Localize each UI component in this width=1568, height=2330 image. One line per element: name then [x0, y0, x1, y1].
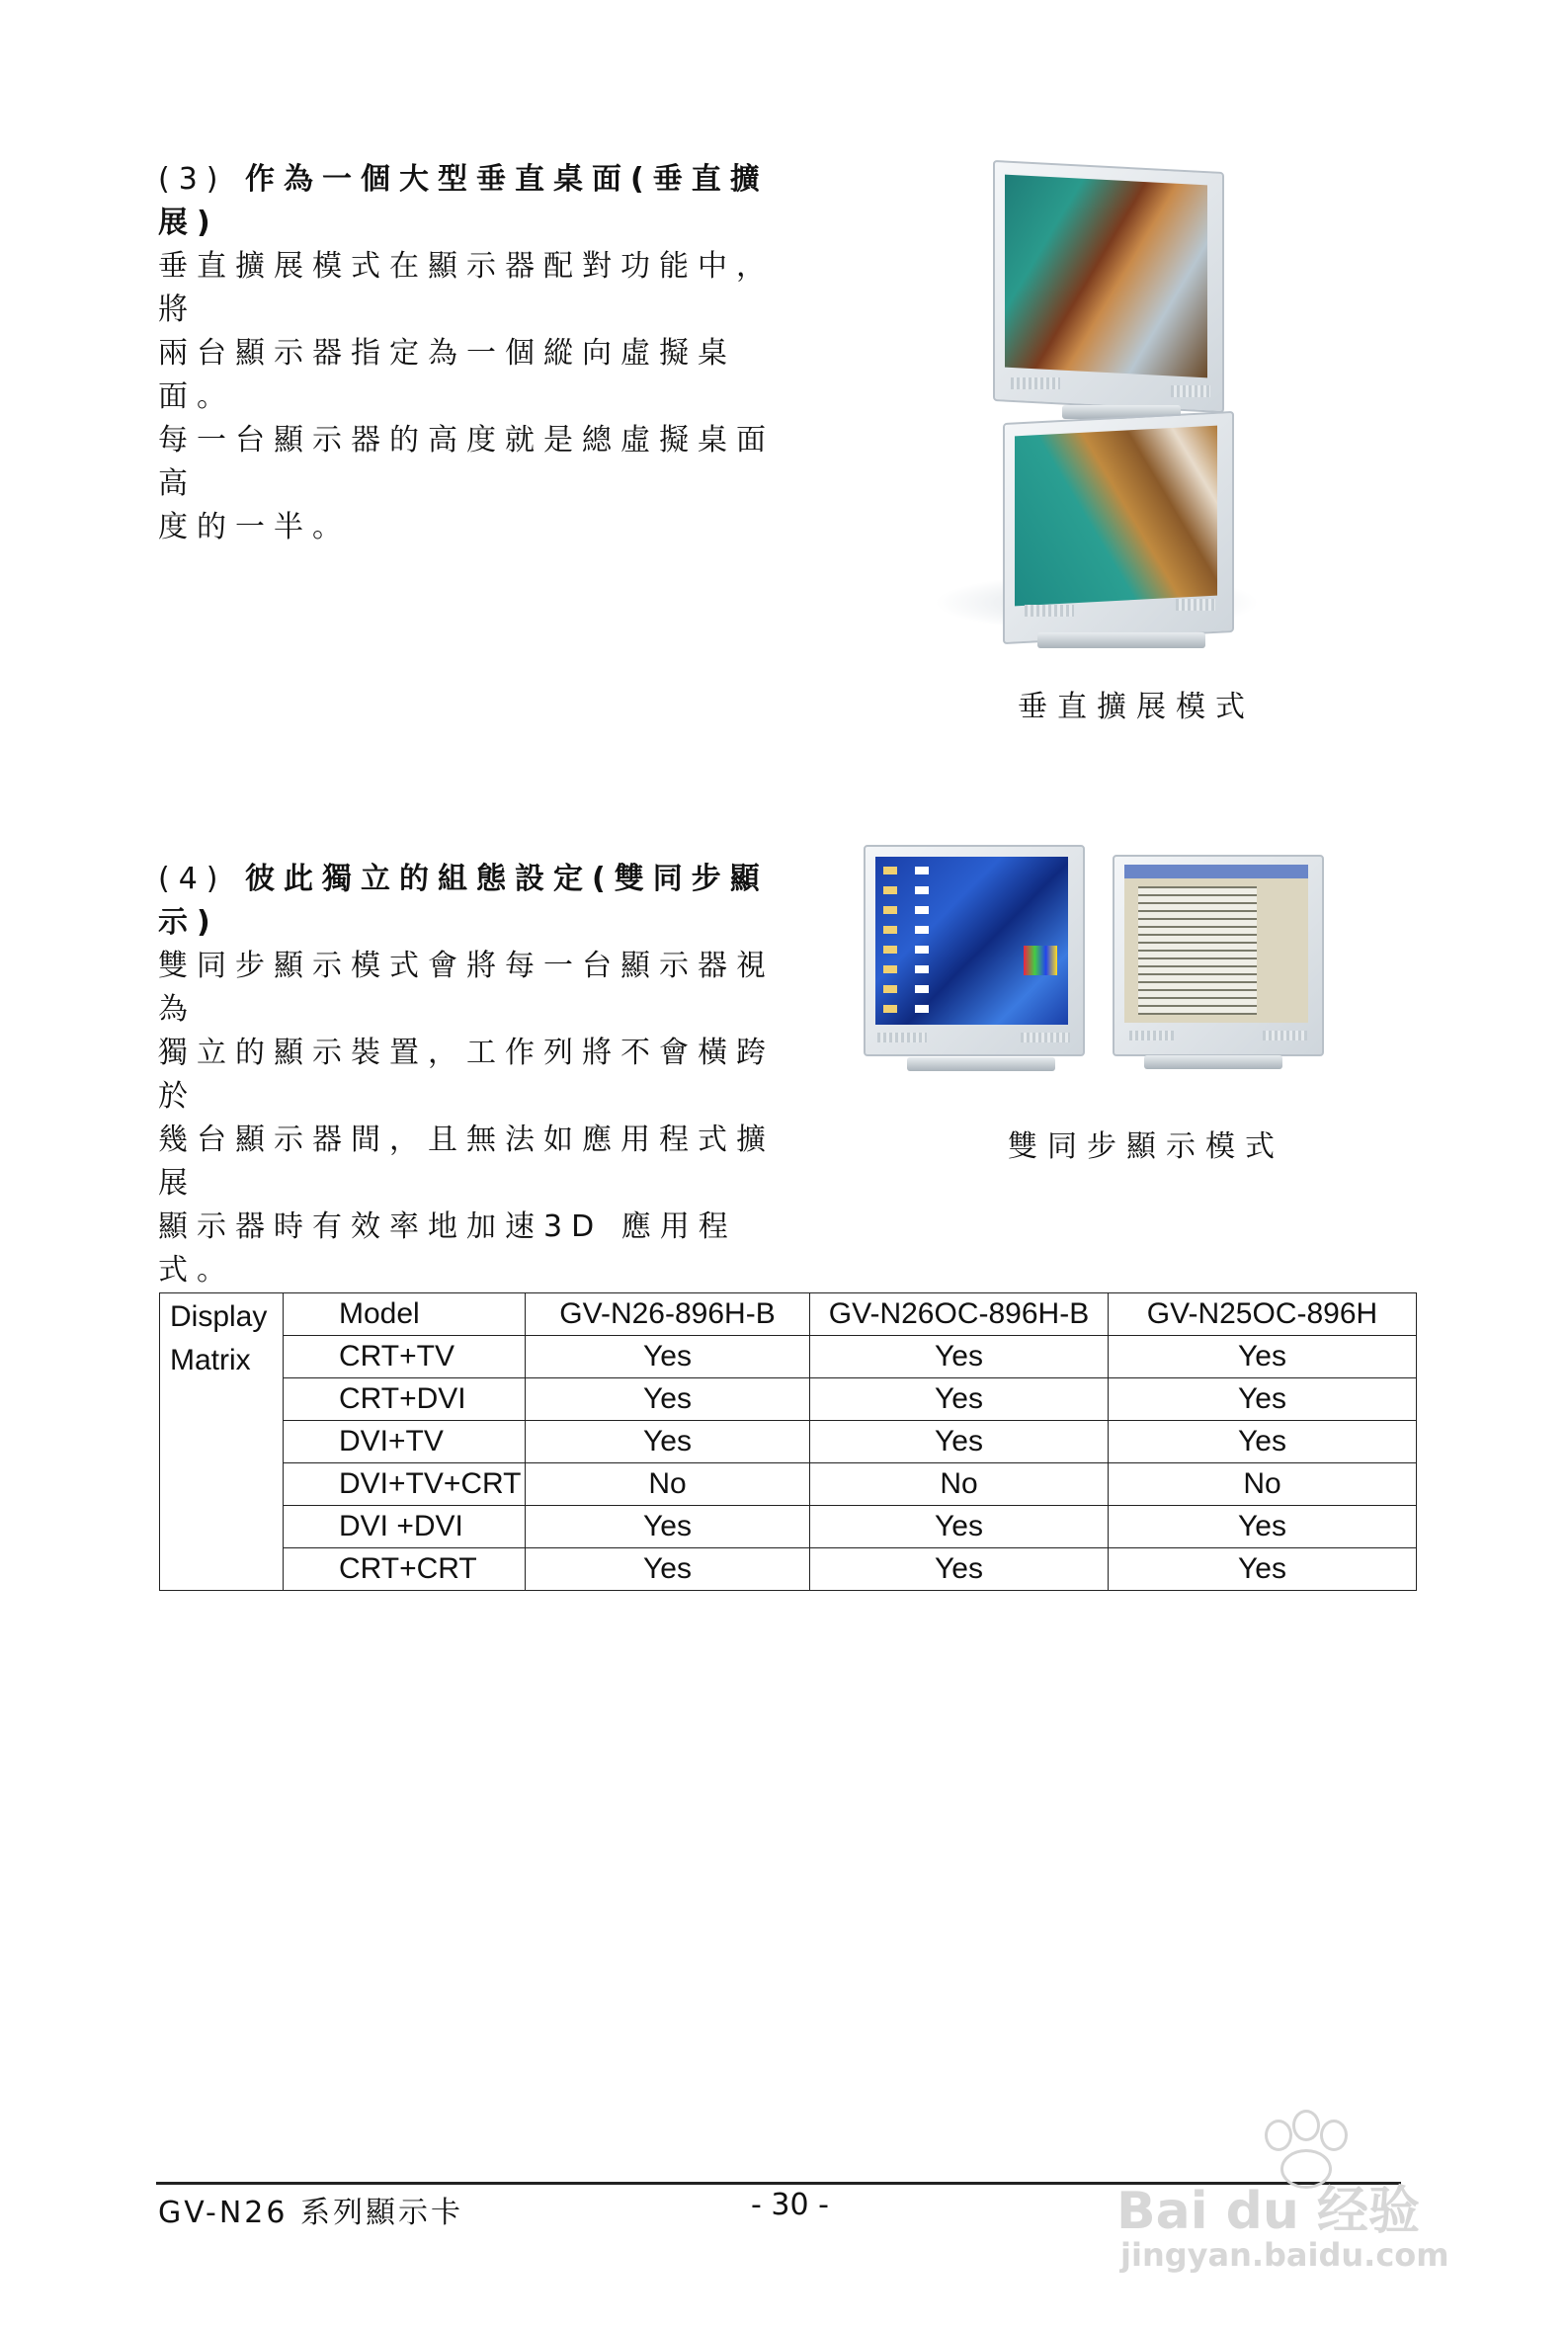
vertical-span-image	[934, 158, 1260, 682]
support-cell: Yes	[526, 1421, 810, 1463]
support-cell: Yes	[1109, 1378, 1417, 1421]
support-cell: Yes	[810, 1336, 1109, 1378]
row-group-label-line: Display	[170, 1300, 268, 1333]
support-cell: Yes	[1109, 1506, 1417, 1548]
row-group-label	[160, 1293, 284, 1591]
section-4-heading	[158, 858, 790, 945]
support-cell: No	[526, 1463, 810, 1506]
dual-view-caption: 雙同步顯示模式	[1008, 1129, 1284, 1164]
support-cell: Yes	[1109, 1548, 1417, 1591]
table-header-row	[160, 1293, 1417, 1336]
section-3	[158, 158, 790, 549]
row-group-label-line: Matrix	[170, 1344, 251, 1376]
vertical-span-caption: 垂直擴展模式	[1018, 690, 1255, 724]
support-cell: No	[810, 1463, 1109, 1506]
section-3-line-1: 垂直擴展模式在顯示器配對功能中，將	[158, 249, 775, 327]
support-cell: Yes	[526, 1378, 810, 1421]
section-4-line-1: 雙同步顯示模式會將每一台顯示器視為	[158, 949, 775, 1027]
display-mode-cell: CRT+CRT	[284, 1548, 526, 1591]
footer-page-number: - 30 -	[751, 2188, 829, 2222]
column-header: Model	[284, 1293, 526, 1336]
display-mode-cell: CRT+TV	[284, 1336, 526, 1378]
section-3-line-3: 每一台顯示器的高度就是總虛擬桌面高	[158, 423, 775, 501]
watermark-url: jingyan.baidu.com	[1120, 2236, 1449, 2274]
table-row	[160, 1548, 1417, 1591]
section-3-line-4: 度的一半。	[158, 510, 351, 544]
section-4	[158, 858, 790, 1292]
section-4-line-2: 獨立的顯示裝置，工作列將不會橫跨於	[158, 1036, 775, 1114]
support-cell: Yes	[810, 1548, 1109, 1591]
section-3-heading	[158, 158, 790, 245]
display-mode-cell: DVI +DVI	[284, 1506, 526, 1548]
footer-product: GV-N26 系列顯示卡	[158, 2196, 463, 2230]
baidu-watermark	[1097, 2110, 1492, 2288]
support-cell: Yes	[1109, 1421, 1417, 1463]
display-mode-cell: CRT+DVI	[284, 1378, 526, 1421]
section-4-number: (4)	[158, 862, 227, 896]
section-4-title: 彼此獨立的組態設定(雙同步顯示)	[158, 862, 769, 940]
table-row	[160, 1421, 1417, 1463]
support-cell: Yes	[810, 1421, 1109, 1463]
table-row	[160, 1506, 1417, 1548]
dual-view-image	[858, 845, 1332, 1112]
display-mode-cell: DVI+TV	[284, 1421, 526, 1463]
support-cell: No	[1109, 1463, 1417, 1506]
support-cell: Yes	[526, 1506, 810, 1548]
section-4-line-4: 顯示器時有效率地加速3D 應用程式。	[158, 1209, 737, 1288]
support-cell: Yes	[526, 1336, 810, 1378]
section-4-line-3: 幾台顯示器間，且無法如應用程式擴展	[158, 1123, 775, 1201]
support-cell: Yes	[810, 1378, 1109, 1421]
column-header: GV-N25OC-896H	[1109, 1293, 1417, 1336]
section-3-line-2: 兩台顯示器指定為一個縱向虛擬桌面。	[158, 336, 736, 414]
section-3-number: (3)	[158, 162, 227, 197]
column-header: GV-N26-896H-B	[526, 1293, 810, 1336]
watermark-brand: Bai du 经验	[1116, 2182, 1420, 2241]
column-header: GV-N26OC-896H-B	[810, 1293, 1109, 1336]
table-row	[160, 1463, 1417, 1506]
support-cell: Yes	[526, 1548, 810, 1591]
display-matrix-table	[159, 1292, 1417, 1591]
section-3-title: 作為一個大型垂直桌面(垂直擴展)	[158, 162, 769, 240]
support-cell: Yes	[1109, 1336, 1417, 1378]
support-cell: Yes	[810, 1506, 1109, 1548]
table-row	[160, 1378, 1417, 1421]
display-mode-cell: DVI+TV+CRT	[284, 1463, 526, 1506]
table-row	[160, 1336, 1417, 1378]
